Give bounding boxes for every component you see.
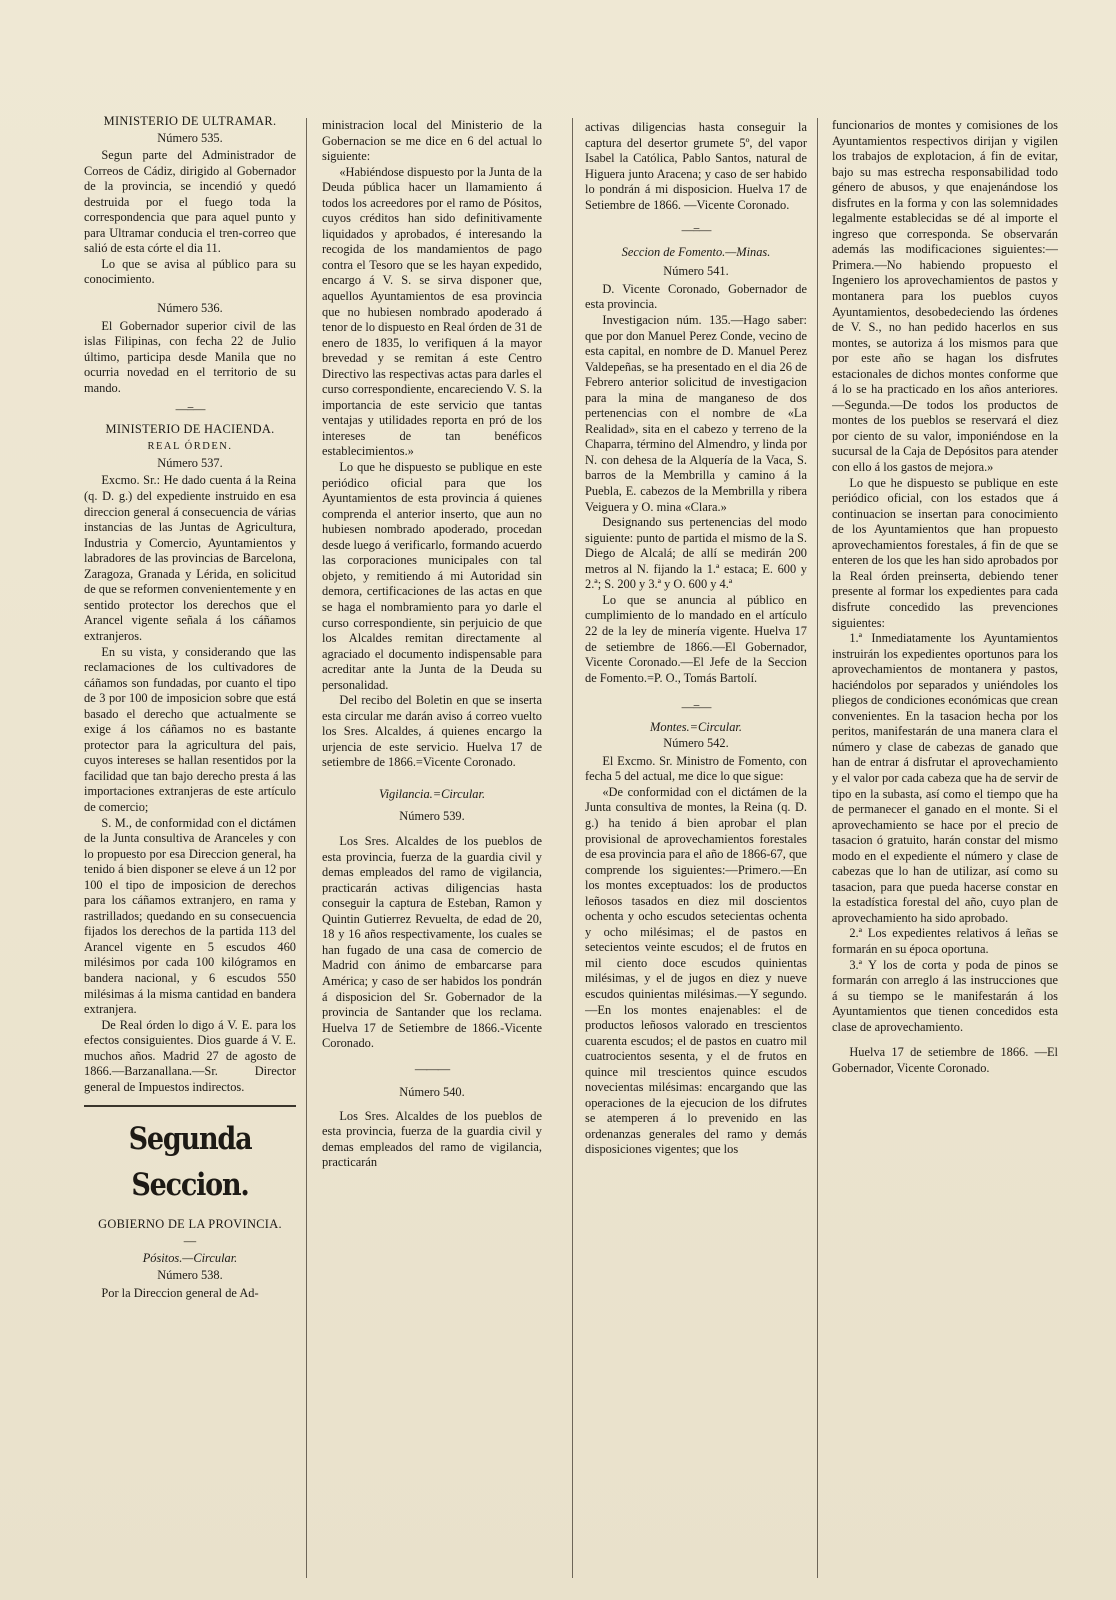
separator: ——— (414, 1061, 450, 1076)
section-heading: MINISTERIO DE ULTRAMAR. (103, 114, 277, 128)
subsection-title: Pósitos.—Circular. (142, 1251, 238, 1266)
article-paragraph: Designando sus pertenencias del modo siguiente: punto de partida el mismo de la S. Diego de Alcalá; de allí se medirán 200 metros al N. fijando la 1.ª estaca; E. 600 y 2.ª; S. 200 y 3.ª y O. 600 y 4.ª (585, 515, 807, 592)
article-number: Número 536. (157, 301, 223, 316)
article-paragraph: Los Sres. Alcaldes de los pueblos de esta provincia, fuerza de la guardia civil y demas empleados del ramo de vigilancia, practicarán activas diligencias hasta conseguir la captura de Esteban, Ramon y Quintin Gutierrez Revuelta, de edad de 20, 18 y 16 años respectivamente, los cuales se han fugado de una casa de comercio de Madrid con ánimo de embarcarse para América; y caso de ser habidos los pondrán á disposicion del Sr. Gobernador de la provincia de Santander que los reclama. Huelva 17 de Setiembre de 1866.-Vicente Coronado. (322, 834, 542, 1051)
article-paragraph: D. Vicente Coronado, Gobernador de esta provincia. (585, 281, 807, 312)
article-number: Número 535. (157, 130, 223, 145)
article-paragraph: Del recibo del Boletin en que se inserta esta circular me darán aviso á correo vuelto los Sres. Alcaldes, á quienes encargo la urjencia de este servicio. Huelva 17 de setiembre de 1866.=Vicente Coronado. (322, 693, 542, 770)
article-number: Número 537. (157, 455, 223, 470)
article-paragraph: ministracion local del Ministerio de la Gobernacion se me dice en 6 del actual lo siguiente: (322, 118, 542, 164)
subsection-title: Vigilancia.=Circular. (378, 786, 486, 801)
section-title: Segunda Seccion. (128, 1121, 252, 1204)
article-number: Número 542. (663, 736, 729, 751)
column-rule (572, 118, 573, 1578)
article-number: Número 540. (399, 1085, 465, 1100)
article-paragraph: «Habiéndose dispuesto por la Junta de la Deuda pública hacer un llamamiento á todos los acreedores por el ramo de Pósitos, cuyos créditos han sido definitivamente liquidados y aprobados, é interesando la recogida de los mandamientos de pago contra el Tesoro que se les hayan expedido, encargo á V. S. se sirva disponer que, aquellos Ayuntamientos de esa provincia que no hubiesen nombrado apoderado á tenor de lo dispuesto en Real órden de 31 de enero de 1835, lo verifiquen á la mayor brevedad y se remitan á este Centro Directivo las respectivas actas para darles el curso correspondiente, encareciendo V. S. la importancia de este servicio que tantas ventajas y utilidades reporta en pró de los intereses de tan benéficos establecimientos.» (322, 164, 542, 459)
separator: — (183, 1233, 197, 1248)
article-paragraph: «De conformidad con el dictámen de la Junta consultiva de montes, la Reina (q. D. g.) ha tenido á bien aprobar el plan provisional de aprovechamientos forestales de esa provincia para el año de 1866-67, que comprende los siguientes:—Primero.—En los montes exceptuados: los de productos leñosos tasados en diez mil doscientos ochenta y ocho escudos setecientas ochenta y ocho milésimas; el de pastos en setecientos veinte escudos; el de frutos en mil ciento doce escudos quinientas milésimas, y el de jugos en diez y nueve escudos quinientas milésimas.—Y segundo.—En los montes enajenables: el de productos leñosos valorado en trescientos cuarenta escudos; el de pastos en cuatro mil cuatrocientos sesenta, y el de frutos en quince mil trescientos quince escudos novecientas milésimas: encargando que las operaciones de la ejecucion de los difrutes se atemperen á lo prevenido en las ordenanzas generales del ramo y demás disposiciones vigentes; que los (585, 784, 807, 1157)
article-paragraph: Lo que he dispuesto se publique en este periódico oficial para que los Ayuntamientos de esta provincia á quienes comprenda el anterior inserto, que aun no hubiesen nombrado apoderado, procedan desde luego á verificarlo, formando acuerdo las corporaciones municipales con tal objeto, y remitiendo á mi Autoridad sin demora, certificaciones de las actas en que se haga el nombramiento para yo darle el curso correspondiente, sin perjuicio de que los Alcaldes remitan directamente al agraciado el documento indispensable para acreditar ante la Junta de la Deuda su personalidad. (322, 460, 542, 692)
article-paragraph: El Gobernador superior civil de las islas Filipinas, con fecha 22 de Julio último, participa desde Manila que no ocurria novedad en el territorio de su mando. (84, 318, 296, 395)
article-number: Número 541. (663, 264, 729, 279)
separator: —=— (681, 700, 711, 715)
subsection-title: Montes.=Circular. (650, 719, 742, 734)
column-2 (322, 118, 542, 1596)
article-paragraph: Los Sres. Alcaldes de los pueblos de esta provincia, fuerza de la guardia civil y demas empleados del ramo de vigilancia, practicarán (322, 1108, 542, 1170)
article-paragraph: El Excmo. Sr. Ministro de Fomento, con fecha 5 del actual, me dice lo que sigue: (585, 753, 807, 784)
article-paragraph: En su vista, y considerando que las reclamaciones de los cultivadores de cáñamos son fundadas, por cuanto el tipo de 3 por 100 de imposicion sobre que está basado el derecho que actualmente se exige á los cáñamos no es bastante protector para la agricultura del pais, cuyos intereses se hallan resentidos por la facilidad que tan bajo derecho presta á las importaciones extranjeras de este artículo de comercio; (84, 644, 296, 814)
separator: —=— (681, 223, 711, 238)
column-3 (585, 120, 807, 1598)
article-paragraph: Investigacion núm. 135.—Hago saber: que por don Manuel Perez Conde, vecino de esta capital, en nombre de D. Manuel Perez Valdepeñas, se ha presentado en el dia 26 de Febrero anterior solicitud de investigacion para la mina de manganeso de dos pertenencias con el nombre de «La Realidad», sita en el cabezo y terreno de la Chaparra, término del Almendro, y linda por N. con dehesa de la Alquería de la Vaca, S. barros de la Membrilla y camino á la Puebla, E. cabezos de la Membrilla y ribera Veiguera y O. mina «Clara.» (585, 313, 807, 514)
article-paragraph: funcionarios de montes y comisiones de los Ayuntamientos respectivos dirijan y vigilen los trabajos de explotacion, á fin de evitar, bajo su mas estrecha responsabilidad todo género de abusos, y que enajenándose los disfrutes en la forma y con las solemnidades legalmente establecidas se dé al importe el ingreso que corresponda. Se observarán además las modificaciones siguientes:—Primera.—No habiendo propuesto el Ingeniero los aprovechamientos de pastos y montanera para los pueblos cuyos Ayuntamientos, desobedeciendo las órdenes de V. S., no han pedido hacerlos en sus montes, se autoriza á los mismos para que por este año se hagan los disfrutes estacionales de dichos montes conforme que á lo se ha practicado en los años anteriores.—Segunda.—De todos los productos de montes de los pueblos se reservará el diez por ciento de su valor, imponiéndose en la sucursal de la Caja de Depósitos para atender con ello á los gastos de mejora.» (832, 118, 1058, 475)
article-paragraph: 2.ª Los expedientes relativos á leñas se formarán en su época oportuna. (832, 926, 1058, 956)
section-heading: GOBIERNO DE LA PROVINCIA. (98, 1217, 282, 1232)
article-paragraph: Lo que se avisa al público para su conocimiento. (84, 256, 296, 287)
section-heading: MINISTERIO DE HACIENDA. (105, 421, 275, 436)
separator: —=— (175, 402, 205, 417)
article-paragraph: Excmo. Sr.: He dado cuenta á la Reina (q. D. g.) del expediente instruido en esa direccion general á consecuencia de várias instancias de las Juntas de Agricultura, Industria y Comercio, Ayuntamientos y labradores de las provincias de Barcelona, Zaragoza, Granada y Lérida, en solicitud de que se reformen convenientemente y en sentido protector los derechos que el Arancel vigente señala á los cáñamos extranjeros. (84, 473, 296, 643)
column-1 (84, 112, 296, 1590)
article-paragraph: Lo que he dispuesto se publique en este periódico oficial, con los estados que á continuacion se insertan para conocimiento de los Ayuntamientos que han propuesto aprovechamientos forestales, á fin de que se enteren de los que les han sido aprobados por la Real órden preinserta, debiendo tener presente al formar los expedientes para cada disfrute concedido las prevenciones siguientes: (832, 475, 1058, 630)
article-paragraph: 3.ª Y los de corta y poda de pinos se formarán con arreglo á las instrucciones que á su tiempo se le manifestarán á los Ayuntamientos que tienen concedidos esta clase de aprovechamiento. (832, 957, 1058, 1034)
article-paragraph: Lo que se anuncia al público en cumplimiento de lo mandado en el artículo 22 de la ley de minería vigente. Huelva 17 de setiembre de 1866.—El Gobernador, Vicente Coronado.—El Jefe de la Seccion de Fomento.=P. O., Tomás Bartolí. (585, 592, 807, 685)
article-paragraph: activas diligencias hasta conseguir la captura del desertor grumete 5º, del vapor Isabel la Católica, Pablo Santos, natural de Higuera junto Aracena; y caso de ser habido lo pondrán á mi disposicion. Huelva 17 de Setiembre de 1866. —Vicente Coronado. (585, 120, 807, 212)
article-paragraph: S. M., de conformidad con el dictámen de la Junta consultiva de Aranceles y con lo propuesto por esa Direccion general, ha tenido á bien disponer se eleve á un 12 por 100 el tipo de imposicion de derechos para los cáñamos extranjero, en rama y rastrillados; quedando en su consecuencia fijados los derechos de la partida 113 del Arancel vigente en 5 escudos 460 milésimos por cada 100 kilógramos en bandera nacional, y 6 escudos 550 milésimas á la misma cantidad en bandera extranjera. (84, 815, 296, 1017)
article-number: Número 538. (157, 1268, 223, 1282)
column-rule (817, 118, 818, 1578)
subsection-title: Seccion de Fomento.—Minas. (621, 244, 771, 259)
column-4 (832, 118, 1058, 1596)
column-rule (306, 118, 307, 1578)
section-divider (84, 1105, 296, 1203)
article-paragraph: Segun parte del Administrador de Correos de Cádiz, dirigido al Gobernador de la provincia, se incendió y quedó destruida por el fuego toda la correspondencia que para aquel punto y para Ultramar conducia el tren-correo que salió de esta córte el dia 11. (84, 148, 296, 256)
article-paragraph: 1.ª Inmediatamente los Ayuntamientos instruirán los expedientes oportunos para los aprovechamientos de montanera y pastos, haciéndolos por separados y uniéndoles los pliegos de condiciones económicas que crean convenientes. En la tasacion hecha por los peritos, manifestarán de una manera clara el número y clase de cabezas de ganado que han de entrar á disfrutar el aprovechamiento y el valor por cada cabeza que ha de servir de tipo en la subasta, así como el tiempo que ha de permanecer el ganado en el monte. Si el aprovechamiento se hace por el precio de tasacion ó gratuito, harán constar del mismo modo en el expediente el número y clase de cabezas que lo han de utilizar, así como su tasacion, para que pueda hacerse constar en la estadística forestal del año, cuyo plan de aprovechamiento ha sido aprobado. (832, 631, 1058, 925)
article-paragraph: Por la Direccion general de Ad- (101, 1285, 259, 1300)
article-number: Número 539. (399, 808, 465, 823)
article-paragraph: De Real órden lo digo á V. E. para los efectos consiguientes. Dios guarde á V. E. muchos años. Madrid 27 de agosto de 1866.—Barzanallana.—Sr. Director general de Impuestos indirectos. (84, 1017, 296, 1094)
subheading: REAL ÓRDEN. (147, 441, 233, 453)
signature: Huelva 17 de setiembre de 1866. —El Gobernador, Vicente Coronado. (832, 1045, 1058, 1075)
